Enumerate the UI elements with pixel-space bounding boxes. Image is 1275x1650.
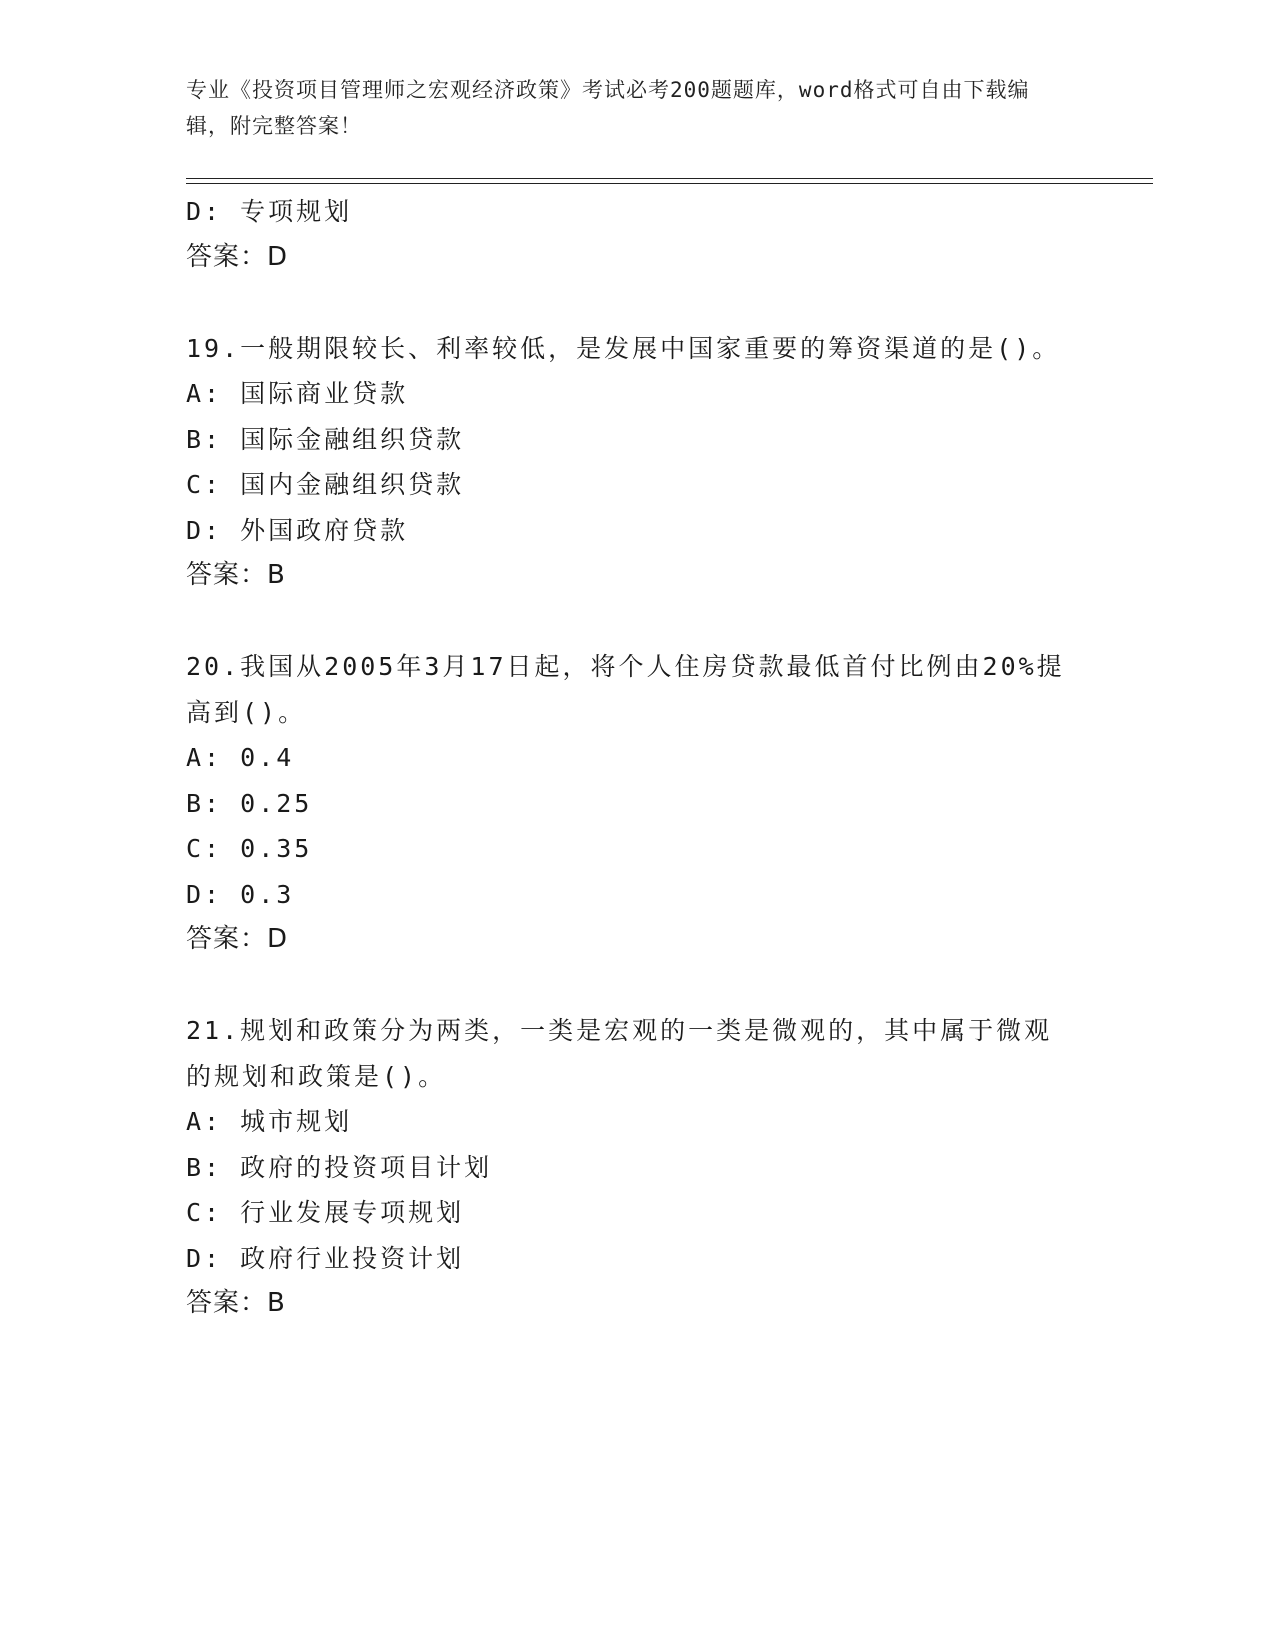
option-d: D: 政府行业投资计划 [186, 1243, 465, 1273]
question-block [186, 326, 1086, 599]
answer-line: 答案：B [186, 1288, 286, 1318]
option-b: B: 政府的投资项目计划 [186, 1152, 493, 1182]
option-d: D: 0.3 [186, 879, 295, 909]
answer-line: 答案：B [186, 560, 286, 590]
answer-line: 答案：D [186, 924, 289, 954]
option-d: D: 外国政府贷款 [186, 515, 409, 545]
question-stem: 21.规划和政策分为两类，一类是宏观的一类是微观的，其中属于微观的规划和政策是()。 [186, 1016, 1053, 1091]
option-a: A: 0.4 [186, 743, 295, 772]
option-c: C: 行业发展专项规划 [186, 1198, 465, 1227]
spacer [186, 280, 1086, 326]
document-body [186, 189, 1086, 1327]
spacer [186, 963, 1086, 1009]
header-rule-bottom [186, 183, 1153, 184]
question-block [186, 1008, 1086, 1327]
header-title: 专业《投资项目管理师之宏观经济政策》考试必考200题题库，word格式可自由下载编辑，附完整答案！ [186, 78, 1030, 138]
document-header [186, 72, 1066, 144]
question-block [186, 644, 1086, 963]
option-d: D: 专项规划 [186, 197, 353, 226]
header-rule-top [186, 178, 1153, 179]
option-a: A: 国际商业贷款 [186, 379, 409, 408]
answer-line: 答案：D [186, 241, 289, 272]
option-b: B: 国际金融组织贷款 [186, 424, 465, 454]
option-a: A: 城市规划 [186, 1107, 353, 1136]
question-stem: 19.一般期限较长、利率较低，是发展中国家重要的筹资渠道的是()。 [186, 333, 1061, 363]
option-c: C: 0.35 [186, 834, 313, 863]
option-c: C: 国内金融组织贷款 [186, 470, 465, 499]
question-stem: 20.我国从2005年3月17日起，将个人住房贷款最低首付比例由20%提高到()。 [186, 652, 1065, 727]
spacer [186, 599, 1086, 645]
option-b: B: 0.25 [186, 788, 313, 818]
